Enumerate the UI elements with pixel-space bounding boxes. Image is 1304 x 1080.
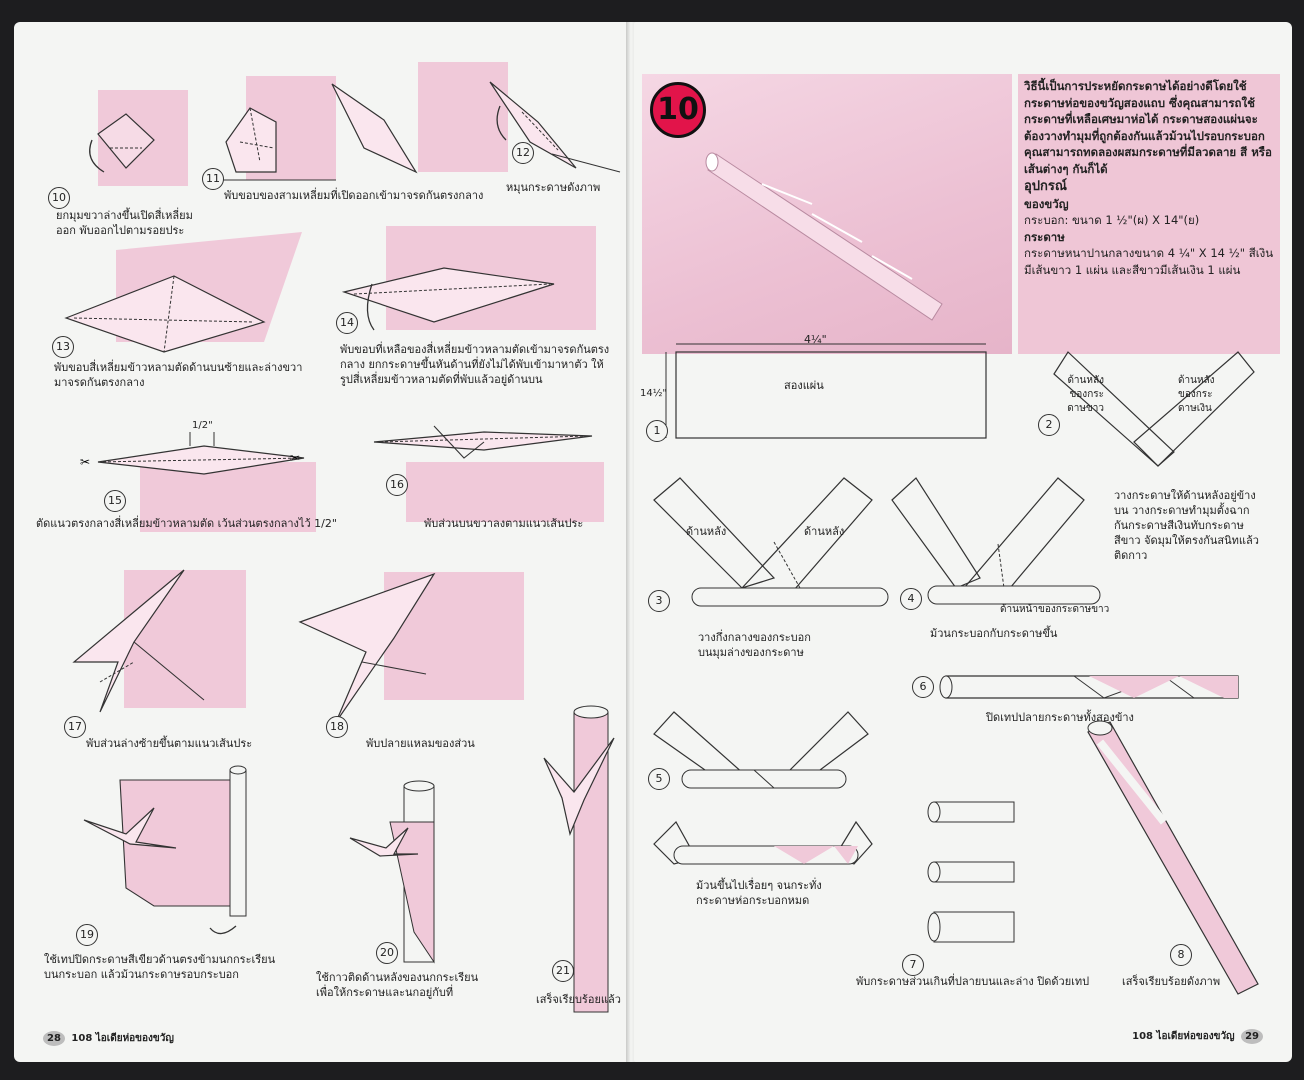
step15-number: 15	[104, 490, 126, 512]
step14-number: 14	[336, 312, 358, 334]
right-footer	[1132, 1029, 1266, 1044]
step18-diagram	[300, 572, 524, 722]
step16-diagram	[374, 426, 604, 522]
r-step1-number: 1	[646, 420, 668, 442]
step20-diagram	[350, 781, 434, 962]
step12-diagram	[332, 62, 620, 172]
r-step3-left-label: ด้านหลัง	[686, 525, 727, 538]
step19-number: 19	[76, 924, 98, 946]
step18-number: 18	[326, 716, 348, 738]
step12-caption: หมุนกระดาษดังภาพ	[506, 181, 601, 194]
svg-text:✂: ✂	[290, 451, 301, 465]
step10-diagram	[90, 90, 188, 186]
right-page	[634, 22, 1292, 1062]
step17-diagram	[74, 570, 246, 712]
r-step4-number: 4	[900, 588, 922, 610]
r-step1-width: 4¼"	[804, 333, 827, 346]
step21-caption: เสร็จเรียบร้อยแล้ว	[536, 993, 621, 1006]
step18-caption: พับปลายแหลมของส่วน	[366, 737, 475, 750]
step13-number: 13	[52, 336, 74, 358]
step16-caption: พับส่วนบนขวาลงตามแนวเส้นประ	[424, 517, 584, 530]
r-step3-diagram	[654, 478, 888, 606]
equipment-title: อุปกรณ์	[1024, 179, 1067, 194]
r-step4-caption: ม้วนกระบอกกับกระดาษขึ้น	[930, 627, 1058, 640]
page-number-left: 28	[43, 1031, 65, 1046]
step14-caption: พับขอบที่เหลือของสี่เหลี่ยมข้าวหลามตัดเข้ามาจรดกันตรง กลาง ยกกระดาษขึ้นหันด้านที่ยังไม่ได้พับเข้ามาหาตัว ให้ รูปสี่เหลี่ยมข้าวหลามตัดที่พับแล้วอยู่ด้านบน	[340, 343, 610, 386]
r-step8-number: 8	[1170, 944, 1192, 966]
step20-caption: ใช้กาวติดด้านหลังของนกกระเรียน เพื่อให้กระดาษและนกอยู่กับที่	[316, 971, 479, 999]
r-step6-caption: ปิดเทปปลายกระดาษทั้งสองข้าง	[986, 711, 1134, 724]
step17-caption: พับส่วนล่างซ้ายขึ้นตามแนวเส้นประ	[86, 737, 253, 750]
r-step1-inner: สองแผ่น	[784, 379, 824, 392]
step19-caption: ใช้เทปปิดกระดาษสีเขียวด้านตรงข้ามนกกระเรียน บนกระบอก แล้วม้วนกระดาษรอบกระบอก	[44, 953, 276, 981]
r-step2-right-label: ด้านหลัง ของกระ ดาษเงิน	[1178, 375, 1215, 414]
r-step56-caption: ม้วนขึ้นไปเรื่อยๆ จนกระทั่ง กระดาษห่อกระบอกหมด	[696, 879, 822, 907]
r-step3-caption: วางกึ่งกลางของกระบอก บนมุมล่างของกระดาษ	[698, 631, 811, 659]
left-page-diagrams	[14, 22, 630, 1062]
r-step7-number: 7	[902, 954, 924, 976]
book-title-right: 108 ไอเดียห่อของขวัญ	[1132, 1031, 1235, 1042]
step20-number: 20	[376, 942, 398, 964]
r-step4-note: ด้านหน้าของกระดาษขาว	[1000, 604, 1110, 615]
r-step3-number: 3	[648, 590, 670, 612]
r-step2-number: 2	[1038, 414, 1060, 436]
step10-caption: ยกมุมขวาล่างขึ้นเปิดสี่เหลี่ยม ออก พับออกไปตามรอยประ	[56, 209, 193, 237]
r-step1-diagram	[666, 344, 986, 438]
r-step1-height: 14½"	[640, 388, 668, 399]
r-step5b-diagram	[654, 822, 872, 864]
paper-text: กระดาษหนาปานกลางขนาด 4 ¼" X 14 ½" สีเงินมีเส้นขาว 1 แผ่น และสีขาวมีเส้นเงิน 1 แผ่น	[1024, 246, 1274, 277]
r-step4-diagram	[892, 478, 1100, 604]
step11-diagram	[204, 76, 336, 180]
step10-number: 10	[48, 187, 70, 209]
r-step2-left-label: ด้านหลัง ของกระ ดาษขาว	[1067, 375, 1104, 414]
left-footer	[40, 1031, 174, 1046]
svg-text:✂: ✂	[80, 455, 91, 469]
gift-text: กระบอก: ขนาด 1 ½"(ผ) X 14"(ย)	[1024, 213, 1200, 227]
step13-diagram	[66, 232, 302, 352]
step19-diagram	[84, 766, 246, 934]
r-step7-caption: พับกระดาษส่วนเกินที่ปลายบนและล่าง ปิดด้วยเทป	[856, 975, 1090, 988]
paper-title: กระดาษ	[1024, 229, 1065, 244]
step11-caption: พับขอบของสามเหลี่ยมที่เปิดออกเข้ามาจรดกันตรงกลาง	[224, 189, 484, 202]
r-step6-diagram	[940, 676, 1238, 698]
cut-margin-label: 1/2"	[192, 420, 213, 431]
step11-number: 11	[202, 168, 224, 190]
r-step3-right-label: ด้านหลัง	[804, 525, 845, 538]
step15-caption: ตัดแนวตรงกลางสี่เหลี่ยมข้าวหลามตัด เว้นส่วนตรงกลางไว้ 1/2"	[36, 517, 337, 530]
r-step5-number: 5	[648, 768, 670, 790]
step14-diagram	[344, 226, 596, 330]
r-step8-caption: เสร็จเรียบร้อยดังภาพ	[1122, 975, 1221, 988]
step12-number: 12	[512, 142, 534, 164]
r-step6-number: 6	[912, 676, 934, 698]
book-title-left: 108 ไอเดียห่อของขวัญ	[71, 1033, 174, 1044]
step17-number: 17	[64, 716, 86, 738]
step21-number: 21	[552, 960, 574, 982]
page-number-right: 29	[1241, 1029, 1263, 1044]
step16-number: 16	[386, 474, 408, 496]
left-page	[14, 22, 630, 1062]
r-step5-diagram	[654, 712, 868, 788]
step13-caption: พับขอบสี่เหลี่ยมข้าวหลามตัดด้านบนซ้ายและล่างขวา มาจรดกันตรงกลาง	[54, 361, 303, 389]
project-number-badge: 10	[650, 82, 706, 138]
gift-title: ของขวัญ	[1024, 196, 1069, 211]
r-step7-diagram	[928, 802, 1014, 942]
intro-text: วิธีนี้เป็นการประหยัดกระดาษได้อย่างดีโดยใช้กระดาษห่อของขวัญสองแถบ ซึ่งคุณสามารถใช้กระดาษที่เหลือเศษมาห่อได้ กระดาษสองแผ่นจะต้องวางทำมุมที่ถูกต้องกันแล้วม้วนไปรอบกระบอก คุณสามารถทดลองผสมกระดาษที่มีลวดลาย สี หรือเส้นต่างๆ กันก็ได้	[1024, 79, 1272, 176]
r-step2-caption: วางกระดาษให้ด้านหลังอยู่ข้าง บน วางกระดาษทำมุมตั้งฉาก กันกระดาษสีเงินทับกระดาษ สีขาว จัดมุมให้ตรงกันสนิทแล้ว ติดกาว	[1114, 489, 1259, 562]
